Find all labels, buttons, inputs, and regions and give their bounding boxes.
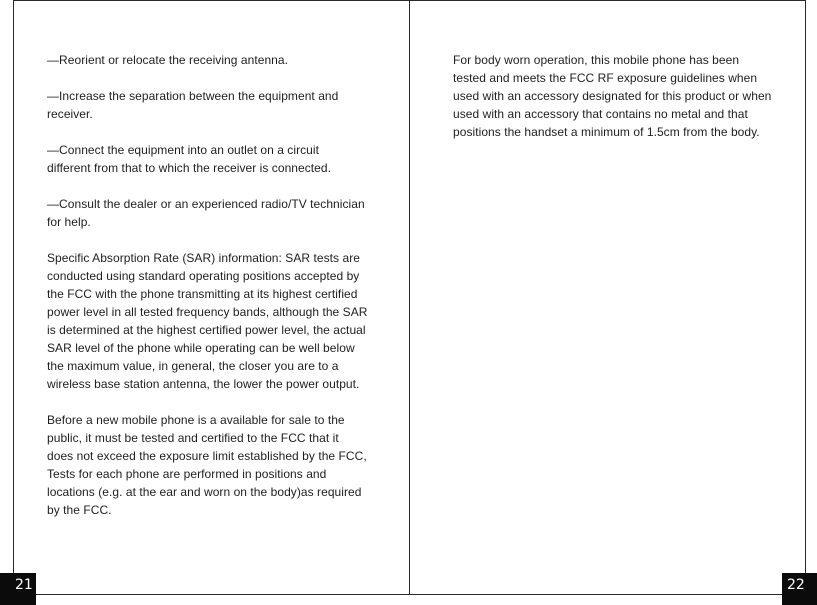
paragraph-connect-outlet: —Connect the equipment into an outlet on a circuit different from that to which the receiver is connected. — [47, 143, 332, 175]
paragraph-reorient-antenna: —Reorient or relocate the receiving antenna. — [47, 53, 289, 67]
paragraph-increase-separation: —Increase the separation between the equipment and receiver. — [47, 89, 339, 121]
paragraph-body-worn-operation: For body worn operation, this mobile phone has been tested and meets the FCC RF exposure guidelines when used with an accessory designated for this product or when used with an accessory that contains no metal and that positions the handset a minimum of 1.5cm from the body. — [453, 53, 772, 139]
paragraph-fcc-certification: Before a new mobile phone is a available for sale to the public, it must be tested and certified to the FCC that it does not exceed the exposure limit established by the FCC, Tests for each phone are performed in positions and locations (e.g. at the ear and worn on the body)as required by the FCC. — [47, 413, 367, 517]
paragraph-sar-information: Specific Absorption Rate (SAR) information: SAR tests are conducted using standard operating positions accepted by the FCC with the phone transmitting at its highest certified power level in all tested frequency bands, although the SAR is determined at the highest certified power level, the actual SAR level of the phone while operating can be well below the maximum value, in general, the closer you are to a wireless base station antenna, the lower the power output. — [47, 251, 368, 391]
left-page-body — [47, 51, 387, 537]
paragraph-consult-dealer: —Consult the dealer or an experienced radio/TV technician for help. — [47, 197, 365, 229]
page-number-left: 21 — [0, 573, 36, 605]
page-number-right: 22 — [782, 573, 817, 605]
page-gutter-divider — [409, 0, 410, 595]
right-page-body — [453, 51, 793, 159]
